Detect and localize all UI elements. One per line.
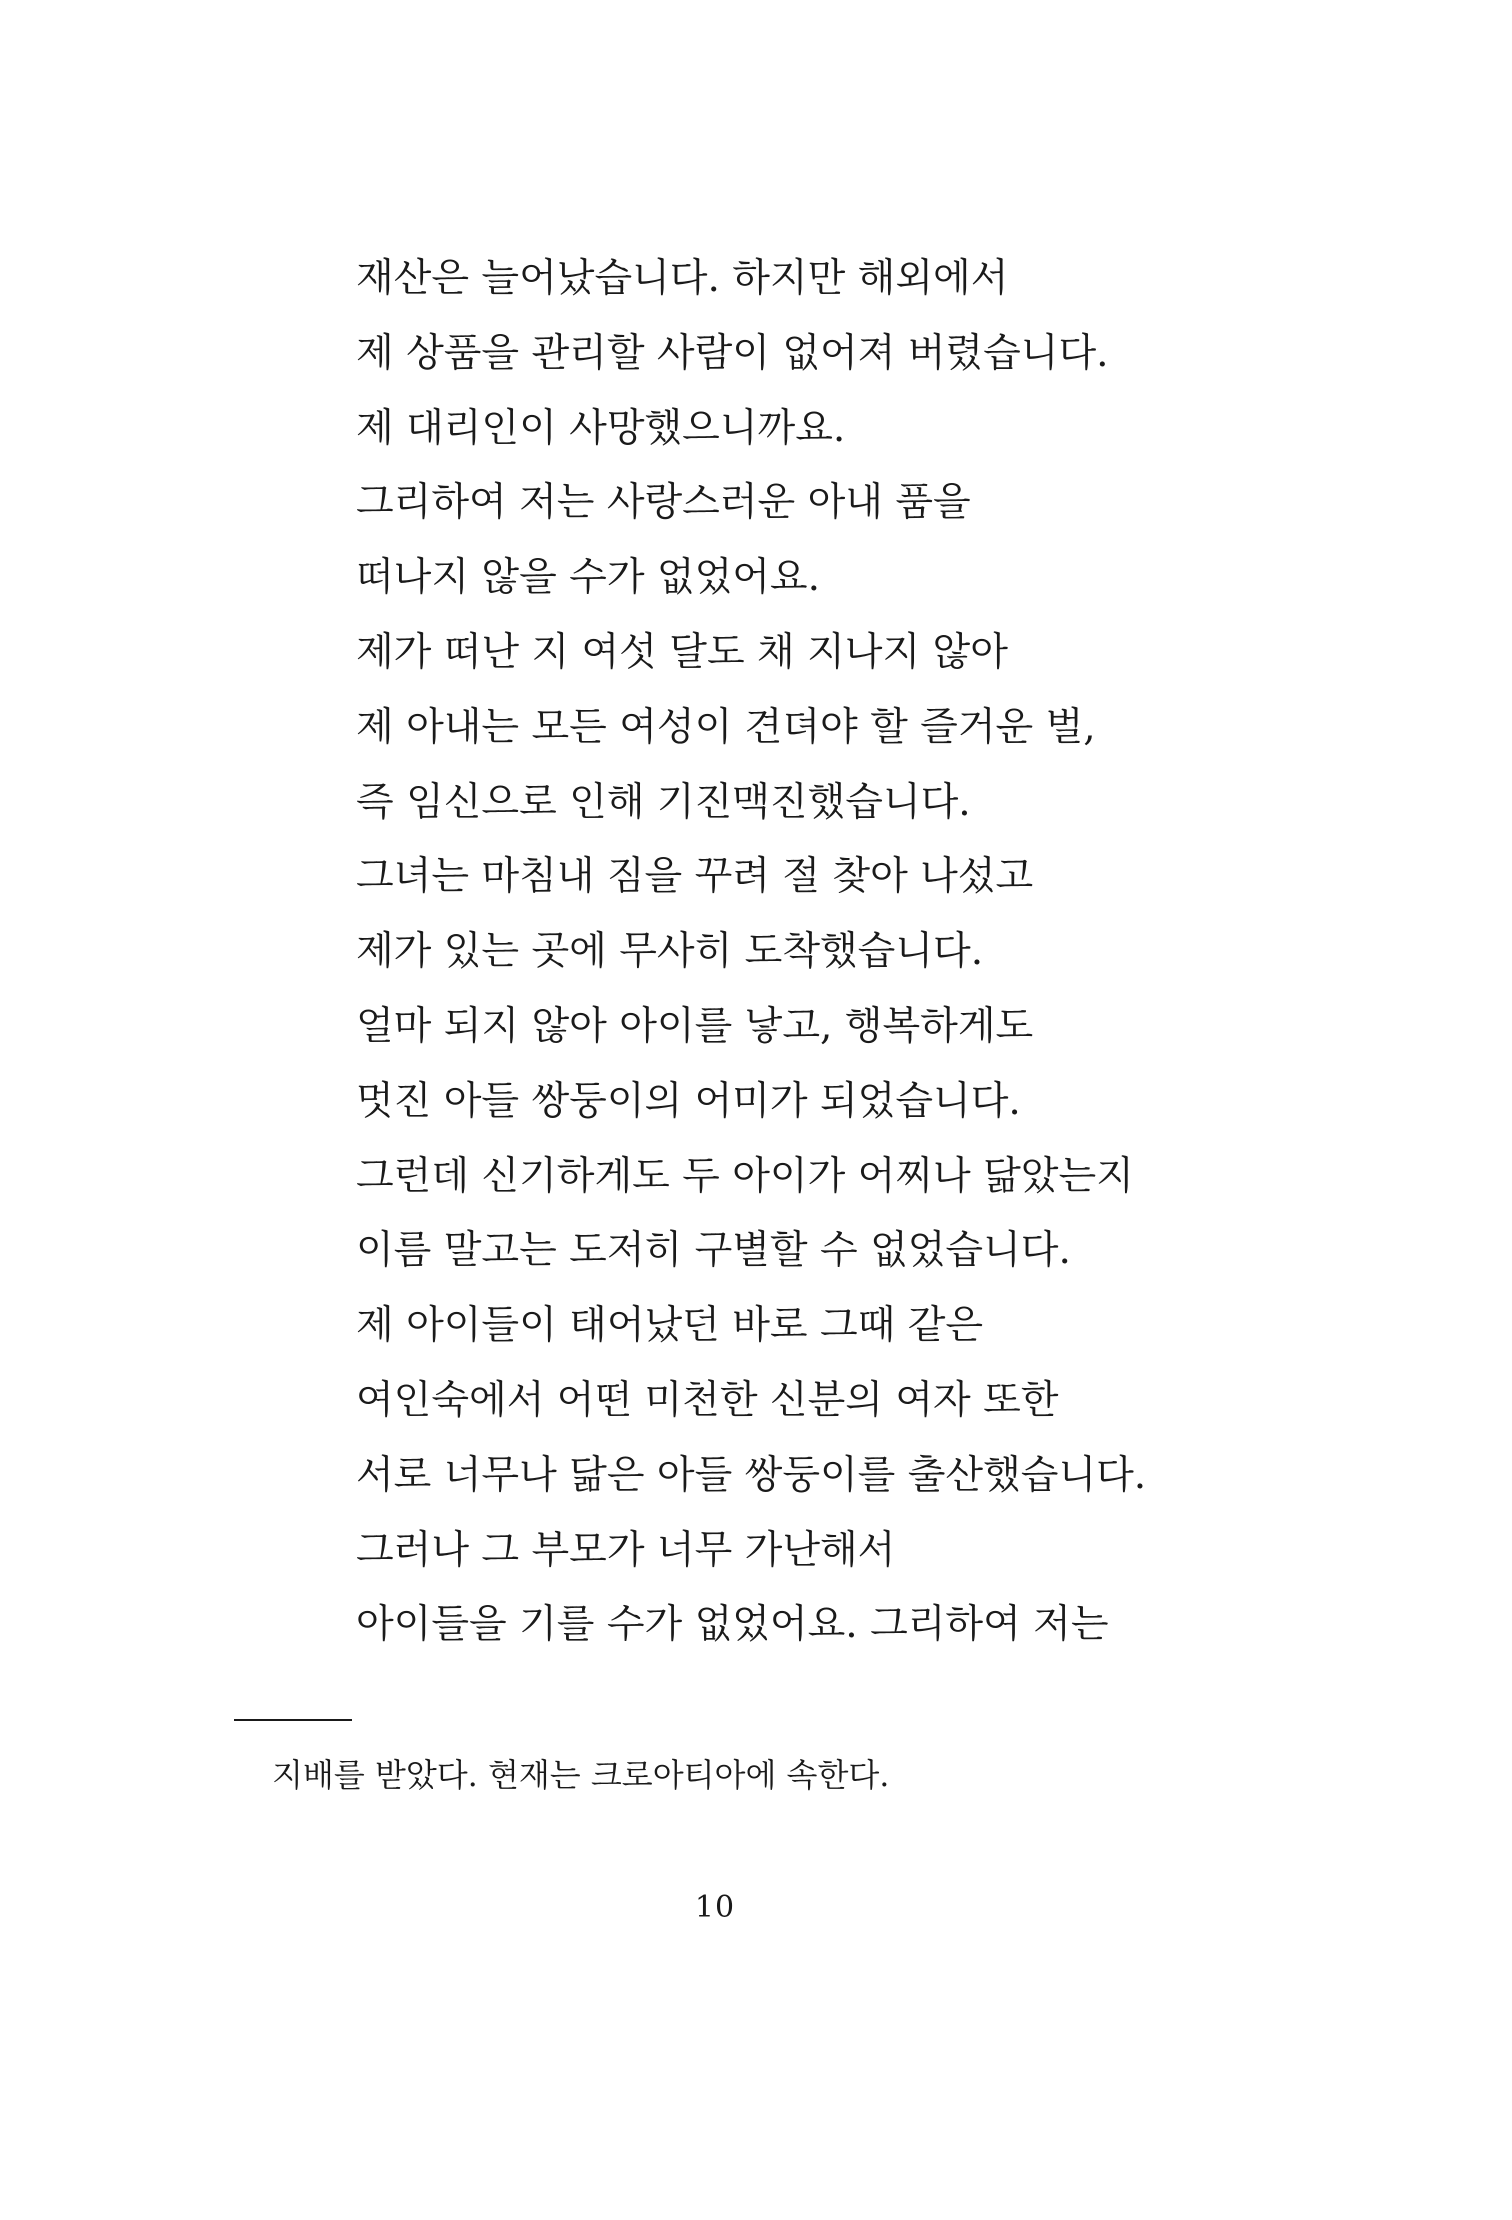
footnote-text: 지배를 받았다. 현재는 크로아티아에 속한다. bbox=[272, 1756, 890, 1794]
text-line: 여인숙에서 어떤 미천한 신분의 여자 또한 bbox=[356, 1377, 1059, 1423]
text-line: 재산은 늘어났습니다. 하지만 해외에서 bbox=[356, 256, 1009, 301]
body-text bbox=[356, 242, 1356, 1663]
text-line: 서로 너무나 닮은 아들 쌍둥이를 출산했습니다. bbox=[356, 1452, 1147, 1498]
text-line: 그녀는 마침내 짐을 꾸려 절 찾아 나섰고 bbox=[356, 854, 1034, 900]
text-line: 제 아이들이 태어났던 바로 그때 같은 bbox=[356, 1303, 984, 1349]
text-line: 즉 임신으로 인해 기진맥진했습니다. bbox=[356, 779, 971, 825]
text-line: 제 아내는 모든 여성이 견뎌야 할 즐거운 벌, bbox=[356, 704, 1096, 750]
text-line: 얼마 되지 않아 아이를 낳고, 행복하게도 bbox=[356, 1003, 1034, 1049]
text-line: 제가 있는 곳에 무사히 도착했습니다. bbox=[356, 929, 984, 975]
text-line: 그리하여 저는 사랑스러운 아내 품을 bbox=[356, 480, 971, 526]
page-number: 10 bbox=[694, 1890, 736, 1925]
footnote-divider bbox=[234, 1719, 352, 1721]
text-line: 제 대리인이 사망했으니까요. bbox=[356, 405, 846, 451]
text-line: 제 상품을 관리할 사람이 없어져 버렸습니다. bbox=[356, 330, 1109, 376]
text-line: 멋진 아들 쌍둥이의 어미가 되었습니다. bbox=[356, 1078, 1021, 1124]
text-line: 이름 말고는 도저히 구별할 수 없었습니다. bbox=[356, 1228, 1071, 1274]
text-line: 아이들을 기를 수가 없었어요. 그리하여 저는 bbox=[356, 1602, 1109, 1648]
text-line: 그런데 신기하게도 두 아이가 어찌나 닮았는지 bbox=[356, 1153, 1134, 1199]
text-line: 떠나지 않을 수가 없었어요. bbox=[356, 555, 821, 601]
text-line: 그러나 그 부모가 너무 가난해서 bbox=[356, 1527, 896, 1573]
text-line: 제가 떠난 지 여섯 달도 채 지나지 않아 bbox=[356, 629, 1008, 675]
